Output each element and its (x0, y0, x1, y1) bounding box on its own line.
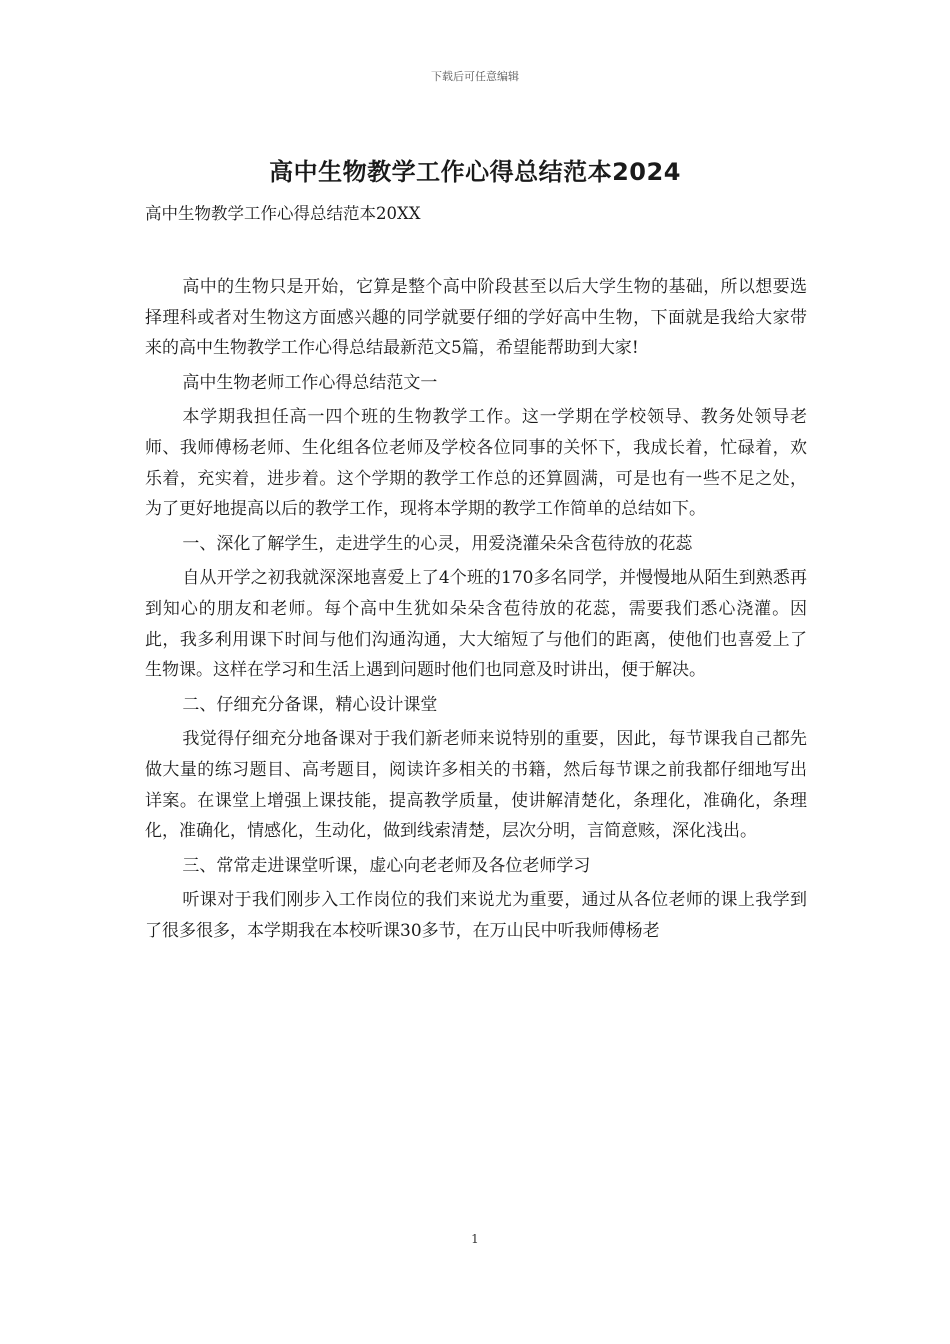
paragraph-observation: 听课对于我们刚步入工作岗位的我们来说尤为重要，通过从各位老师的课上我学到了很多很多，本学期我在本校听课30多节，在万山民中听我师傅杨老 (145, 890, 807, 941)
document-subtitle: 高中生物教学工作心得总结范本20XX (145, 204, 421, 223)
paragraph-overview: 本学期我担任高一四个班的生物教学工作。这一学期在学校领导、教务处领导老师、我师傅杨老师、生化组各位老师及学校各位同事的关怀下，我成长着，忙碌着，欢乐着，充实着，进步着。这个学期的教学工作总的还算圆满，可是也有一些不足之处，为了更好地提高以后的教学工作，现将本学期的教学工作简单的总结如下。 (145, 407, 807, 520)
section-heading-three: 三、常常走进课堂听课，虚心向老老师及各位老师学习 (182, 855, 591, 876)
document-title: 高中生物教学工作心得总结范本2024 (269, 158, 681, 186)
paragraph-preparation: 我觉得仔细充分地备课对于我们新老师来说特别的重要，因此，每节课我自己都先做大量的练习题目、高考题目，阅读许多相关的书籍，然后每节课之前我都仔细地写出详案。在课堂上增强上课技能，提高教学质量，使讲解清楚化，条理化，准确化，条理化，准确化，情感化，生动化，做到线索清楚，层次分明，言简意赅，深化浅出。 (145, 729, 807, 842)
paragraph-intro: 高中的生物只是开始，它算是整个高中阶段甚至以后大学生物的基础，所以想要选择理科或者对生物这方面感兴趣的同学就要仔细的学好高中生物，下面就是我给大家带来的高中生物教学工作心得总结最新范文5篇，希望能帮助到大家! (145, 277, 807, 359)
page-number: 1 (471, 1232, 479, 1246)
header-note: 下载后可任意编辑 (431, 70, 519, 83)
document-body (145, 272, 807, 950)
section-heading-two: 二、仔细充分备课，精心设计课堂 (182, 694, 438, 715)
section-heading-essay-one: 高中生物老师工作心得总结范文一 (182, 372, 438, 393)
section-heading-one: 一、深化了解学生，走进学生的心灵，用爱浇灌朵朵含苞待放的花蕊 (182, 533, 693, 554)
paragraph-students: 自从开学之初我就深深地喜爱上了4个班的170多名同学，并慢慢地从陌生到熟悉再到知心的朋友和老师。每个高中生犹如朵朵含苞待放的花蕊，需要我们悉心浇灌。因此，我多利用课下时间与他们沟通沟通，大大缩短了与他们的距离，使他们也喜爱上了生物课。这样在学习和生活上遇到问题时他们也同意及时讲出，便于解决。 (145, 568, 807, 681)
